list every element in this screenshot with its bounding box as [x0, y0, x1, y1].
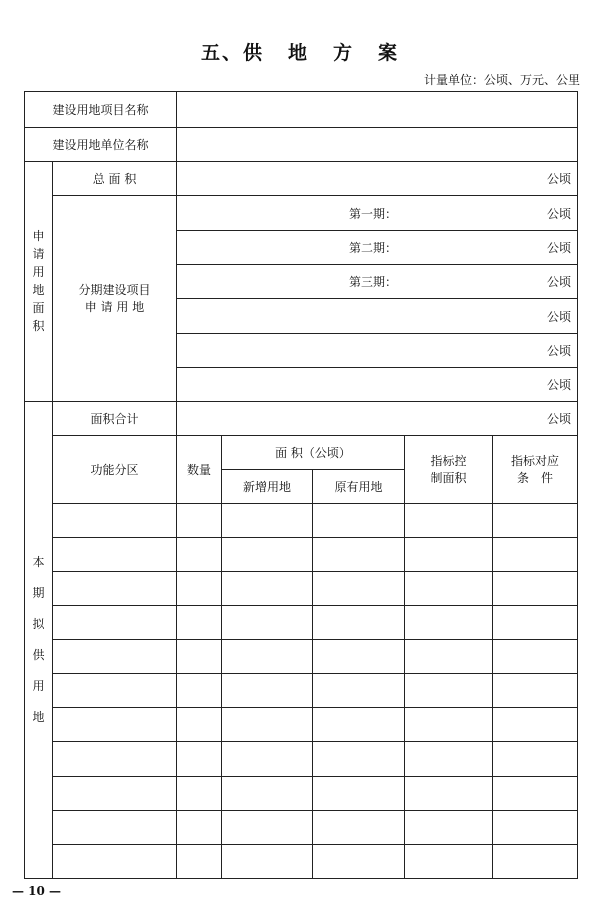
cell[interactable] — [313, 776, 405, 810]
cell[interactable] — [53, 640, 177, 674]
title-char: 方 — [333, 42, 355, 64]
cell[interactable] — [313, 742, 405, 776]
cell[interactable] — [222, 572, 313, 606]
cell[interactable] — [177, 674, 222, 708]
cell[interactable] — [222, 708, 313, 742]
col-quantity: 数量 — [177, 435, 222, 503]
table-row — [25, 776, 578, 810]
unit-label: 公顷 — [547, 241, 572, 256]
cell[interactable] — [222, 742, 313, 776]
cell[interactable] — [493, 674, 578, 708]
cell[interactable] — [405, 742, 493, 776]
cell[interactable] — [177, 538, 222, 572]
cell[interactable] — [493, 538, 578, 572]
cell[interactable] — [405, 572, 493, 606]
title-prefix: 五、供 — [200, 42, 264, 64]
cell[interactable] — [313, 538, 405, 572]
cell[interactable] — [177, 776, 222, 810]
table-row — [25, 640, 578, 674]
cell[interactable] — [313, 674, 405, 708]
table-row — [25, 503, 578, 537]
page-title — [0, 38, 600, 65]
phase-extra-field[interactable] — [177, 367, 578, 401]
cell[interactable] — [53, 674, 177, 708]
col-index-control: 指标控 制面积 — [405, 435, 493, 503]
phase1-field[interactable] — [177, 196, 578, 231]
cell[interactable] — [313, 606, 405, 640]
cell[interactable] — [493, 503, 578, 537]
cell[interactable] — [177, 606, 222, 640]
cell[interactable] — [405, 708, 493, 742]
unit-label: 公顷 — [547, 172, 572, 187]
supply-land-label: 本 期 拟 供 用 地 — [25, 401, 53, 878]
total-area-row — [25, 162, 578, 196]
cell[interactable] — [222, 606, 313, 640]
cell[interactable] — [222, 538, 313, 572]
cell[interactable] — [405, 538, 493, 572]
cell[interactable] — [405, 844, 493, 878]
unit-name-row — [25, 128, 578, 162]
apply-area-label: 申 请 用 地 面 积 — [25, 162, 53, 402]
unit-note: 计量单位：公顷、万元、公里 — [423, 73, 580, 87]
cell[interactable] — [222, 503, 313, 537]
cell[interactable] — [493, 742, 578, 776]
phase-extra-field[interactable] — [177, 333, 578, 367]
table-row — [25, 572, 578, 606]
phase3-field[interactable] — [177, 265, 578, 299]
table-row — [25, 538, 578, 572]
unit-label: 公顷 — [547, 309, 572, 324]
phase2-label: 第二期： — [349, 241, 398, 256]
cell[interactable] — [177, 844, 222, 878]
cell[interactable] — [222, 776, 313, 810]
phase-extra-field[interactable] — [177, 299, 578, 333]
table-row — [25, 844, 578, 878]
unit-label: 公顷 — [547, 377, 572, 392]
unit-label: 公顷 — [547, 411, 572, 426]
col-func-zone: 功能分区 — [53, 435, 177, 503]
project-name-row — [25, 92, 578, 128]
total-area-field[interactable] — [177, 162, 578, 196]
table-row — [25, 742, 578, 776]
cell[interactable] — [53, 810, 177, 844]
land-supply-form — [24, 91, 578, 879]
cell[interactable] — [493, 776, 578, 810]
title-char: 案 — [378, 42, 400, 64]
cell[interactable] — [493, 572, 578, 606]
phase2-field[interactable] — [177, 231, 578, 265]
col-area-group: 面 积（公顷） — [222, 435, 405, 469]
cell[interactable] — [222, 844, 313, 878]
cell[interactable] — [177, 742, 222, 776]
phase1-label: 第一期： — [349, 206, 398, 221]
cell[interactable] — [493, 708, 578, 742]
total-area-label: 总 面 积 — [53, 162, 177, 196]
cell[interactable] — [313, 572, 405, 606]
area-total-label: 面积合计 — [53, 401, 177, 435]
table-row — [25, 708, 578, 742]
col-new-land: 新增用地 — [222, 469, 313, 503]
cell[interactable] — [405, 776, 493, 810]
cell[interactable] — [53, 742, 177, 776]
unit-name-label: 建设用地单位名称 — [25, 128, 177, 162]
cell[interactable] — [53, 606, 177, 640]
cell[interactable] — [53, 776, 177, 810]
title-char: 地 — [287, 42, 309, 64]
unit-label: 公顷 — [547, 206, 572, 221]
cell[interactable] — [493, 844, 578, 878]
staged-project-label: 分期建设项目 申 请 用 地 — [53, 196, 177, 401]
area-total-row — [25, 401, 578, 435]
unit-label: 公顷 — [547, 275, 572, 290]
cell[interactable] — [222, 674, 313, 708]
cell[interactable] — [405, 503, 493, 537]
cell[interactable] — [177, 572, 222, 606]
project-name-label: 建设用地项目名称 — [25, 92, 177, 128]
cell[interactable] — [405, 810, 493, 844]
cell[interactable] — [405, 640, 493, 674]
unit-name-field[interactable] — [177, 128, 578, 162]
col-existing-land: 原有用地 — [313, 469, 405, 503]
table-row — [25, 606, 578, 640]
cell[interactable] — [313, 640, 405, 674]
cell[interactable] — [53, 844, 177, 878]
cell[interactable] — [53, 538, 177, 572]
col-index-condition: 指标对应 条 件 — [493, 435, 578, 503]
cell[interactable] — [222, 640, 313, 674]
unit-label: 公顷 — [547, 343, 572, 358]
area-total-field[interactable] — [177, 401, 578, 435]
phase1-row — [25, 196, 578, 231]
cell[interactable] — [405, 606, 493, 640]
cell[interactable] — [53, 503, 177, 537]
cell[interactable] — [313, 810, 405, 844]
cell[interactable] — [53, 572, 177, 606]
cell[interactable] — [493, 640, 578, 674]
table-row — [25, 674, 578, 708]
table-row — [25, 810, 578, 844]
cell[interactable] — [493, 810, 578, 844]
cell[interactable] — [493, 606, 578, 640]
cell[interactable] — [313, 708, 405, 742]
project-name-field[interactable] — [177, 92, 578, 128]
cell[interactable] — [313, 844, 405, 878]
cell[interactable] — [313, 503, 405, 537]
cell[interactable] — [53, 708, 177, 742]
cell[interactable] — [177, 708, 222, 742]
cell[interactable] — [405, 674, 493, 708]
page-number: — 10 — — [12, 884, 62, 898]
cell[interactable] — [177, 640, 222, 674]
cell[interactable] — [177, 503, 222, 537]
cell[interactable] — [177, 810, 222, 844]
cell[interactable] — [222, 810, 313, 844]
phase3-label: 第三期： — [349, 275, 398, 290]
grid-header-row — [25, 435, 578, 469]
